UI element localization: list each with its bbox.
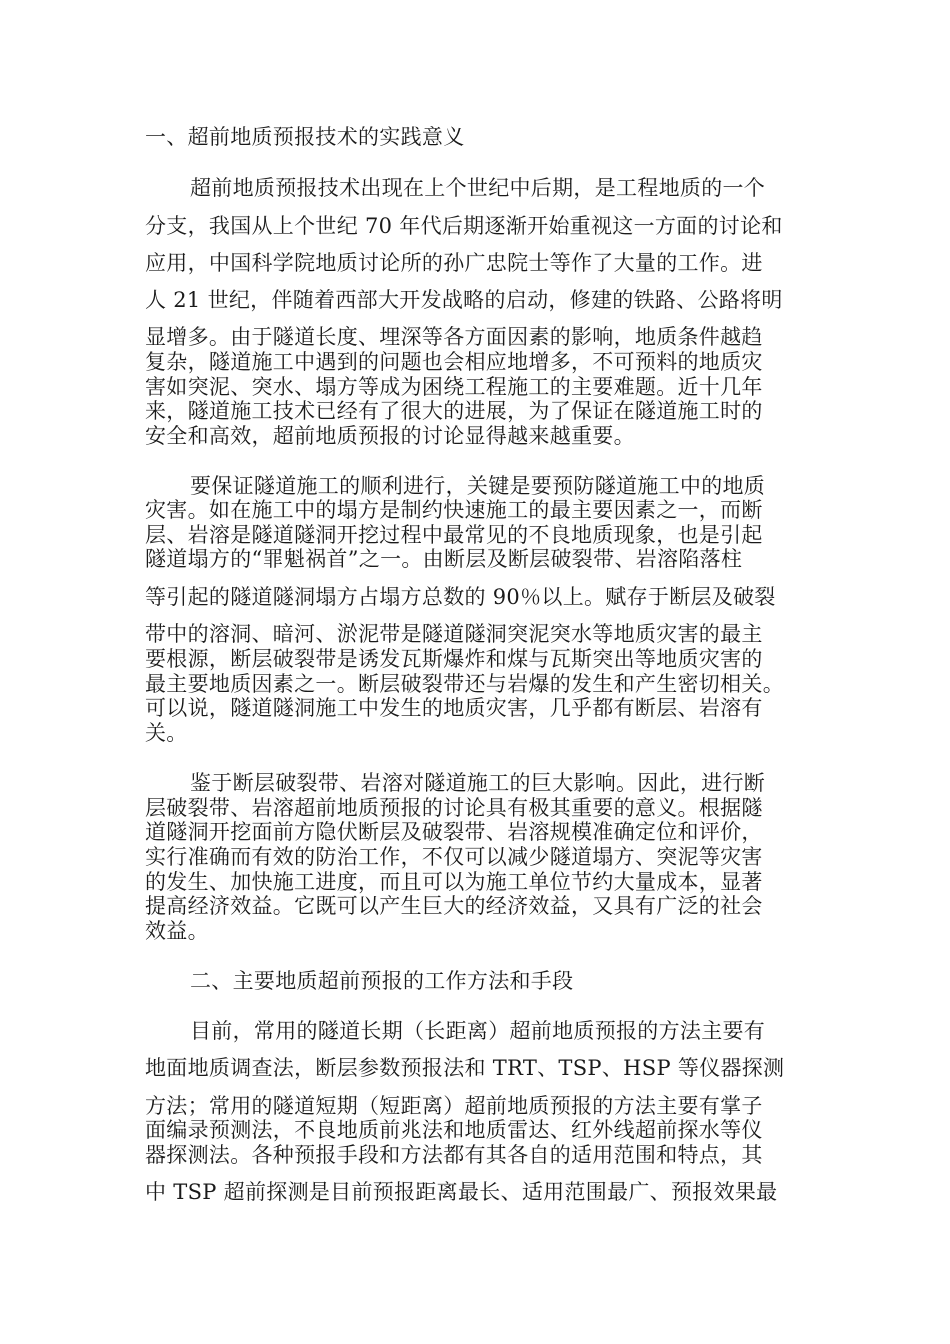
text-line: 安全和高效，超前地质预报的讨论显得越来越重要。 [145,424,635,448]
text-line: 器探测法。各种预报手段和方法都有其各自的适用范围和特点，其 [145,1143,763,1167]
text-line: 分支，我国从上个世纪 70 年代后期逐渐开始重视这一方面的讨论和 [145,214,783,238]
text-line: 可以说，隧道隧洞施工中发生的地质灾害，几乎都有断层、岩溶有 [145,696,763,720]
text-line: 目前，常用的隧道长期（长距离）超前地质预报的方法主要有 [190,1019,766,1043]
text-line: 实行准确而有效的防治工作，不仅可以减少隧道塌方、突泥等灾害 [145,845,763,869]
text-line: 超前地质预报技术出现在上个世纪中后期，是工程地质的一个 [190,176,766,200]
section-heading-1: 一、超前地质预报技术的实践意义 [145,125,465,149]
text-line: 等引起的隧道隧洞塌方占塌方总数的 90％以上。赋存于断层及破裂 [145,585,776,609]
text-line: 地面地质调查法，断层参数预报法和 TRT、TSP、HSP 等仪器探测 [145,1056,785,1080]
text-line: 的发生、加快施工进度，而且可以为施工单位节约大量成本，显著 [145,870,763,894]
text-line: 提高经济效益。它既可以产生巨大的经济效益，又具有广泛的社会 [145,894,763,918]
text-line: 隧道塌方的“罪魁祸首”之一。由断层及断层破裂带、岩溶陷落柱 [145,547,743,571]
text-line: 中 TSP 超前探测是目前预报距离最长、适用范围最广、预报效果最 [145,1180,778,1204]
text-line: 复杂，隧道施工中遇到的问题也会相应地增多，不可预料的地质灾 [145,350,763,374]
text-line: 效益。 [145,919,209,943]
text-line: 人 21 世纪，伴随着西部大开发战略的启动，修建的铁路、公路将明 [145,288,783,312]
text-line: 方法；常用的隧道短期（短距离）超前地质预报的方法主要有掌子 [145,1094,763,1118]
text-line: 来，隧道施工技术已经有了很大的进展，为了保证在隧道施工时的 [145,399,763,423]
section-heading-2: 二、主要地质超前预报的工作方法和手段 [190,969,574,993]
text-line: 显增多。由于隧道长度、埋深等各方面因素的影响，地质条件越趋 [145,325,763,349]
text-line: 带中的溶洞、暗河、淤泥带是隧道隧洞突泥突水等地质灾害的最主 [145,622,763,646]
text-line: 灾害。如在施工中的塌方是制约快速施工的最主要因素之一，而断 [145,498,763,522]
text-line: 害如突泥、突水、塌方等成为困绕工程施工的主要难题。近十几年 [145,375,763,399]
text-line: 道隧洞开挖面前方隐伏断层及破裂带、岩溶规模准确定位和评价， [145,820,763,844]
text-line: 层、岩溶是隧道隧洞开挖过程中最常见的不良地质现象，也是引起 [145,523,763,547]
text-line: 层破裂带、岩溶超前地质预报的讨论具有极其重要的意义。根据隧 [145,796,763,820]
text-line: 关。 [145,721,188,745]
text-line: 面编录预测法，不良地质前兆法和地质雷达、红外线超前探水等仪 [145,1118,763,1142]
text-line: 要根源，断层破裂带是诱发瓦斯爆炸和煤与瓦斯突出等地质灾害的 [145,647,763,671]
text-line: 应用，中国科学院地质讨论所的孙广忠院士等作了大量的工作。进 [145,251,763,275]
text-line: 要保证隧道施工的顺利进行，关键是要预防隧道施工中的地质 [190,474,766,498]
text-line: 鉴于断层破裂带、岩溶对隧道施工的巨大影响。因此，进行断 [190,771,766,795]
text-line: 最主要地质因素之一。断层破裂带还与岩爆的发生和产生密切相关。 [145,672,784,696]
